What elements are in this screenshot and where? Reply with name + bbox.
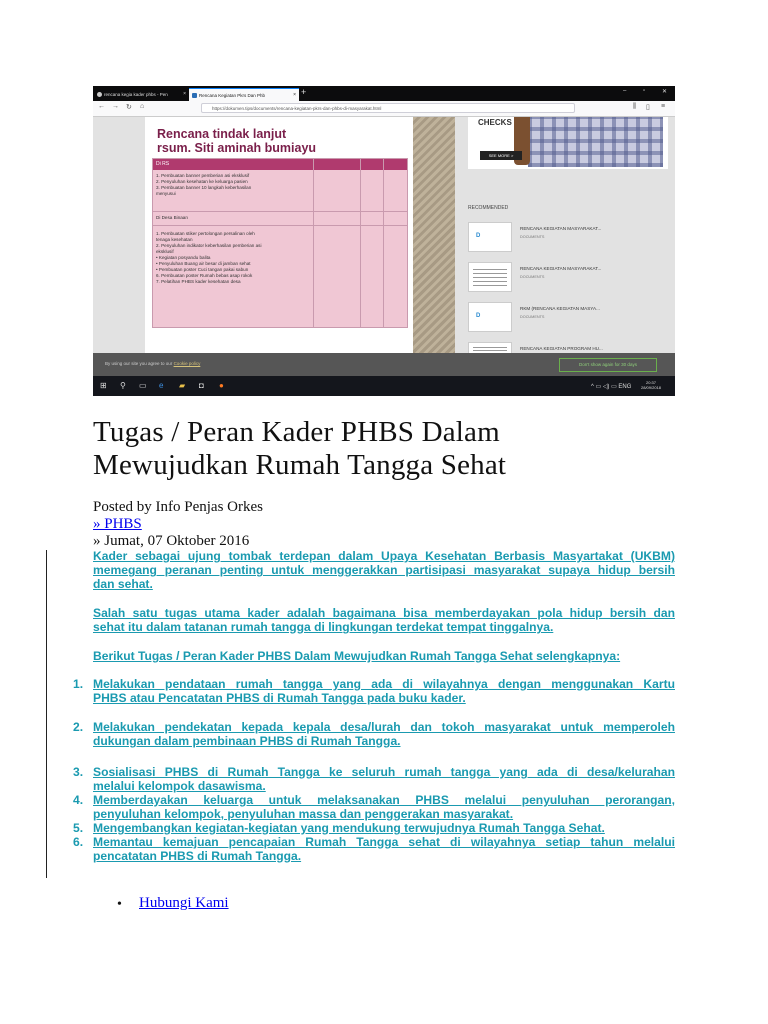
list-item: [73, 720, 675, 749]
list-number: 1.: [73, 677, 84, 691]
list-line: PHBS atau Pencatatan PHBS di Rumah Tangga pada buku kader.: [93, 691, 466, 706]
list-item: [73, 765, 675, 794]
list-line: penyuluhan kelompok, penyuluhan massa dan penggerakan masyarakat.: [93, 807, 514, 822]
recommended-title[interactable]: RENCANA KEGIATAN MASYARAKAT...: [520, 226, 602, 231]
paragraph-intro: [93, 549, 675, 592]
recommended-title[interactable]: RENCANA KEGIATAN PROGRAM HU...: [520, 346, 603, 351]
list-item: [73, 835, 675, 864]
section-desa: [153, 231, 316, 285]
recommended-type: DOCUMENTS: [520, 235, 545, 239]
table-line: tenaga kesehatan: [156, 237, 193, 242]
document-thumbnail[interactable]: [468, 302, 512, 332]
list-line: dukungan dalam pembinaan PHBS di Rumah Tangga.: [93, 734, 401, 749]
table-line: • Pembuatan poster Cuci tangan pakai sabun: [156, 267, 249, 272]
recommended-title[interactable]: RENCANA KEGIATAN MASYARAKAT...: [520, 266, 602, 271]
firefox-icon[interactable]: ●: [219, 381, 224, 390]
table-line: 1. Pembuatan stiker pertolongan persalinan oleh: [156, 231, 255, 236]
windows-taskbar: [93, 376, 675, 396]
favicon-icon: [192, 93, 197, 98]
close-icon[interactable]: ×: [183, 91, 186, 97]
list-item: [73, 821, 675, 835]
slide-title: [157, 127, 407, 155]
search-icon[interactable]: ⚲: [120, 381, 126, 390]
browser-tab-bar: [93, 86, 675, 101]
recommended-heading: RECOMMENDED: [468, 205, 509, 211]
paragraph-line: sehat itu dalam tatanan rumah tangga di lingkungan terdekat tempat tinggalnya.: [93, 620, 554, 635]
table-line: menyusui: [156, 191, 176, 196]
tab-label: rencana kegia kader phbs - Pen: [104, 92, 168, 97]
paragraph-duty: [93, 606, 675, 634]
dokumen-logo-icon: D: [476, 233, 481, 239]
table-line: eksklusif: [156, 249, 174, 254]
list-number: 6.: [73, 835, 84, 849]
recommended-title[interactable]: RKM (RENCANA KEGIATAN MASYA...: [520, 306, 600, 311]
bullet-icon: •: [117, 897, 122, 912]
table-line: 2. Penyuluhan kesehatan ke keluarga pasien: [156, 179, 248, 184]
forward-icon[interactable]: →: [112, 103, 119, 110]
slide-table: [152, 158, 408, 328]
file-explorer-icon[interactable]: ▰: [179, 381, 186, 390]
close-window-icon[interactable]: ✕: [662, 89, 668, 95]
ad-heading: CHECKS: [478, 118, 512, 127]
taskbar-clock[interactable]: [641, 380, 661, 390]
dokumen-logo-icon: D: [476, 313, 481, 319]
ad-image: [528, 117, 663, 167]
category-link[interactable]: » PHBS: [93, 516, 142, 532]
list-line: Melakukan pendataan rumah tangga yang ada di wilayahnya dengan menggunakan Kartu: [93, 677, 675, 691]
recommended-type: DOCUMENTS: [520, 275, 545, 279]
home-icon[interactable]: ⌂: [140, 103, 145, 110]
tab-label: Rencana Kegiatan Pkrs Dan Phb: [199, 93, 266, 98]
system-tray-icon[interactable]: ^ ▭ ◁) ▭ ENG: [591, 384, 632, 390]
back-icon[interactable]: ←: [98, 103, 105, 110]
edge-icon[interactable]: e: [159, 381, 164, 390]
posted-by: Posted by Info Penjas Orkes: [93, 499, 263, 515]
cookie-policy-link[interactable]: Cookie policy: [173, 361, 201, 366]
cookie-banner: [93, 353, 675, 376]
windows-start-icon[interactable]: ⊞: [100, 381, 107, 390]
table-line: • Kegiatan posyandu balita: [156, 255, 211, 260]
table-line: 1. Pembuatan banner pemberian asi eksklusif: [156, 173, 250, 178]
paragraph-line: memegang peranan penting untuk menggerakkan partisipasi masyarakat supaya hidup bersih: [93, 563, 675, 578]
cookie-message: By using our site you agree to our: [105, 361, 173, 366]
document-slide: [145, 117, 413, 353]
paragraph-line: Berikut Tugas / Peran Kader PHBS Dalam Mewujudkan Rumah Tangga Sehat selengkapnya:: [93, 649, 621, 663]
embedded-screenshot: [93, 86, 675, 396]
list-line: Melakukan pendekatan kepada kepala desa/lurah dan tokoh masyarakat untuk memperoleh: [93, 720, 675, 734]
list-number: 3.: [73, 765, 84, 779]
page-content: [93, 117, 675, 353]
paragraph-line: Kader sebagai ujung tombak terdepan dalam Upaya Kesehatan Berbasis Masyartakat (UKBM): [93, 549, 675, 563]
decorative-pattern: [413, 117, 455, 353]
browser-tab[interactable]: [94, 88, 189, 101]
list-line: pencatatan PHBS di Rumah Tangga.: [93, 849, 302, 864]
list-line: Mengembangkan kegiatan-kegiatan yang mendukung terwujudnya Rumah Tangga Sehat.: [93, 821, 605, 835]
margin-line: [46, 550, 47, 878]
maximize-icon[interactable]: ▫: [643, 88, 646, 94]
table-line: 2. Penyuluhan indikator keberhasilan pemberian asi: [156, 243, 262, 248]
paragraph-line: Salah satu tugas utama kader adalah bagaimana bisa memberdayakan pola hidup bersih dan: [93, 606, 675, 620]
list-item: [73, 793, 675, 822]
paragraph-list-intro: [93, 649, 675, 663]
see-more-button[interactable]: SEE MORE >: [480, 151, 522, 160]
paragraph-line: dan sehat.: [93, 577, 153, 592]
document-thumbnail[interactable]: [468, 342, 512, 353]
document-thumbnail[interactable]: [468, 222, 512, 252]
list-line: melalui kelompok dasawisma.: [93, 779, 266, 794]
contact-link[interactable]: Hubungi Kami: [139, 895, 229, 911]
article-title-line: Mewujudkan Rumah Tangga Sehat: [93, 449, 507, 481]
list-number: 2.: [73, 720, 84, 734]
section-rs: [153, 173, 316, 197]
sidebar-icon[interactable]: ▯: [646, 104, 650, 111]
list-line: Memantau kemajuan pencapaian Rumah Tangga sehat di wilayahnya setiap tahun melalui: [93, 835, 675, 849]
library-icon[interactable]: ⫼: [633, 103, 637, 110]
recommended-item[interactable]: [468, 342, 668, 353]
document-thumbnail[interactable]: [468, 262, 512, 292]
clock-time: 20:37: [646, 380, 657, 385]
list-line: Sosialisasi PHBS di Rumah Tangga ke seluruh rumah tangga yang ada di desa/kelurahan: [93, 765, 675, 779]
table-line: 6. Pembuatan poster Rumah bebas asap rokok: [156, 273, 253, 278]
list-line: Memberdayakan keluarga untuk melaksanakan PHBS melalui penyuluhan perorangan,: [93, 793, 675, 807]
recommended-item[interactable]: [468, 222, 668, 256]
table-header: Di RS: [153, 159, 407, 170]
store-icon[interactable]: ◘: [199, 381, 204, 390]
article-title: [93, 416, 693, 482]
recommended-item[interactable]: [468, 302, 668, 336]
table-line: 3. Pembuatan banner 10 langkah keberhasilan: [156, 185, 252, 190]
table-line: • Penyuluhan Buang air besar di jamban sehat: [156, 261, 251, 266]
favicon-icon: [97, 92, 102, 97]
browser-nav-bar: [93, 101, 675, 117]
cookie-text: [105, 361, 200, 366]
url-bar[interactable]: https://dokumen.tips/documents/rencana-kegiatan-pkrs-dan-phbs-di-masyarakat.html: [201, 103, 575, 113]
slide-title-line: rsum. Siti aminah bumiayu: [157, 141, 317, 155]
menu-icon[interactable]: ≡: [661, 103, 666, 110]
recommended-type: DOCUMENTS: [520, 315, 545, 319]
close-icon[interactable]: ×: [293, 92, 296, 98]
task-view-icon[interactable]: ▭: [139, 381, 147, 390]
browser-tab-active[interactable]: [189, 88, 299, 101]
new-tab-icon[interactable]: +: [301, 87, 307, 97]
table-line: 7. Pelatihan PHBS kader kesehatan desa: [156, 279, 241, 284]
advertisement[interactable]: [468, 117, 668, 169]
dismiss-cookie-button[interactable]: Don't show again for 30 days: [559, 358, 657, 372]
list-number: 5.: [73, 821, 84, 835]
list-number: 4.: [73, 793, 84, 807]
article-title-line: Tugas / Peran Kader PHBS Dalam: [93, 416, 500, 448]
clock-date: 28/09/2018: [641, 385, 662, 390]
recommended-item[interactable]: [468, 262, 668, 296]
post-date: » Jumat, 07 Oktober 2016: [93, 533, 250, 549]
reload-icon[interactable]: ↻: [126, 104, 132, 111]
section-desa-header: Di Desa Binaan: [156, 215, 188, 220]
minimize-icon[interactable]: –: [623, 88, 627, 94]
list-item: [73, 677, 675, 706]
slide-title-line: Rencana tindak lanjut: [157, 127, 287, 141]
